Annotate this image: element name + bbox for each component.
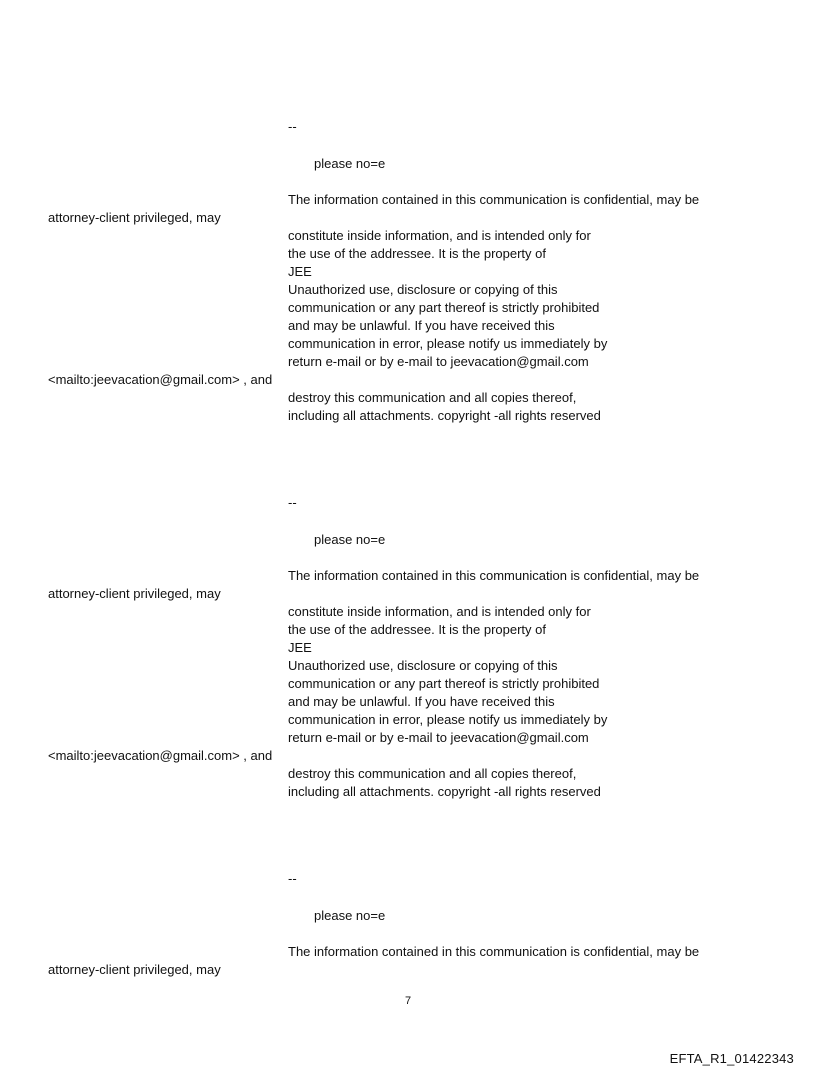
greeting: please no=e (314, 532, 386, 547)
disclaimer-left-line: attorney-client privileged, may (48, 962, 221, 977)
disclaimer-line: communication in error, please notify us immediately by (288, 336, 608, 351)
greeting: please no=e (314, 908, 386, 923)
disclaimer-line: Unauthorized use, disclosure or copying of this (288, 282, 558, 297)
disclaimer-line: including all attachments. copyright -all rights reserved (288, 408, 601, 423)
disclaimer-line: communication or any part thereof is strictly prohibited (288, 676, 600, 691)
disclaimer-line: return e-mail or by e-mail to jeevacation@gmail.com (288, 354, 589, 369)
disclaimer-left-line: <mailto:jeevacation@gmail.com> , and (48, 372, 273, 387)
disclaimer-line: constitute inside information, and is intended only for (288, 604, 591, 619)
disclaimer-line: communication in error, please notify us immediately by (288, 712, 608, 727)
disclaimer-line: including all attachments. copyright -all rights reserved (288, 784, 601, 799)
disclaimer-line: the use of the addressee. It is the property of (288, 246, 546, 261)
disclaimer-line: JEE (288, 264, 312, 279)
disclaimer-left-line: <mailto:jeevacation@gmail.com> , and (48, 748, 273, 763)
disclaimer-line: and may be unlawful. If you have received this (288, 694, 555, 709)
greeting: please no=e (314, 156, 386, 171)
disclaimer-line: return e-mail or by e-mail to jeevacation@gmail.com (288, 730, 589, 745)
disclaimer-line: communication or any part thereof is strictly prohibited (288, 300, 600, 315)
disclaimer-line: the use of the addressee. It is the property of (288, 622, 546, 637)
disclaimer-line: The information contained in this communication is confidential, may be (288, 192, 700, 207)
disclaimer-left-line: attorney-client privileged, may (48, 210, 221, 225)
page-number: 7 (404, 995, 412, 1007)
disclaimer-line: The information contained in this communication is confidential, may be (288, 568, 700, 583)
disclaimer-line: destroy this communication and all copies thereof, (288, 390, 577, 405)
disclaimer-block-3 (0, 870, 816, 980)
bates-number: EFTA_R1_01422343 (669, 1051, 794, 1066)
disclaimer-line: The information contained in this communication is confidential, may be (288, 944, 700, 959)
disclaimer-line: constitute inside information, and is intended only for (288, 228, 591, 243)
disclaimer-left-line: attorney-client privileged, may (48, 586, 221, 601)
disclaimer-line: Unauthorized use, disclosure or copying of this (288, 658, 558, 673)
disclaimer-line: destroy this communication and all copies thereof, (288, 766, 577, 781)
disclaimer-line: and may be unlawful. If you have received this (288, 318, 555, 333)
disclaimer-line: JEE (288, 640, 312, 655)
separator: -- (288, 871, 297, 886)
separator: -- (288, 119, 297, 134)
separator: -- (288, 495, 297, 510)
disclaimer-block-1 (0, 118, 816, 448)
disclaimer-block-2 (0, 494, 816, 824)
